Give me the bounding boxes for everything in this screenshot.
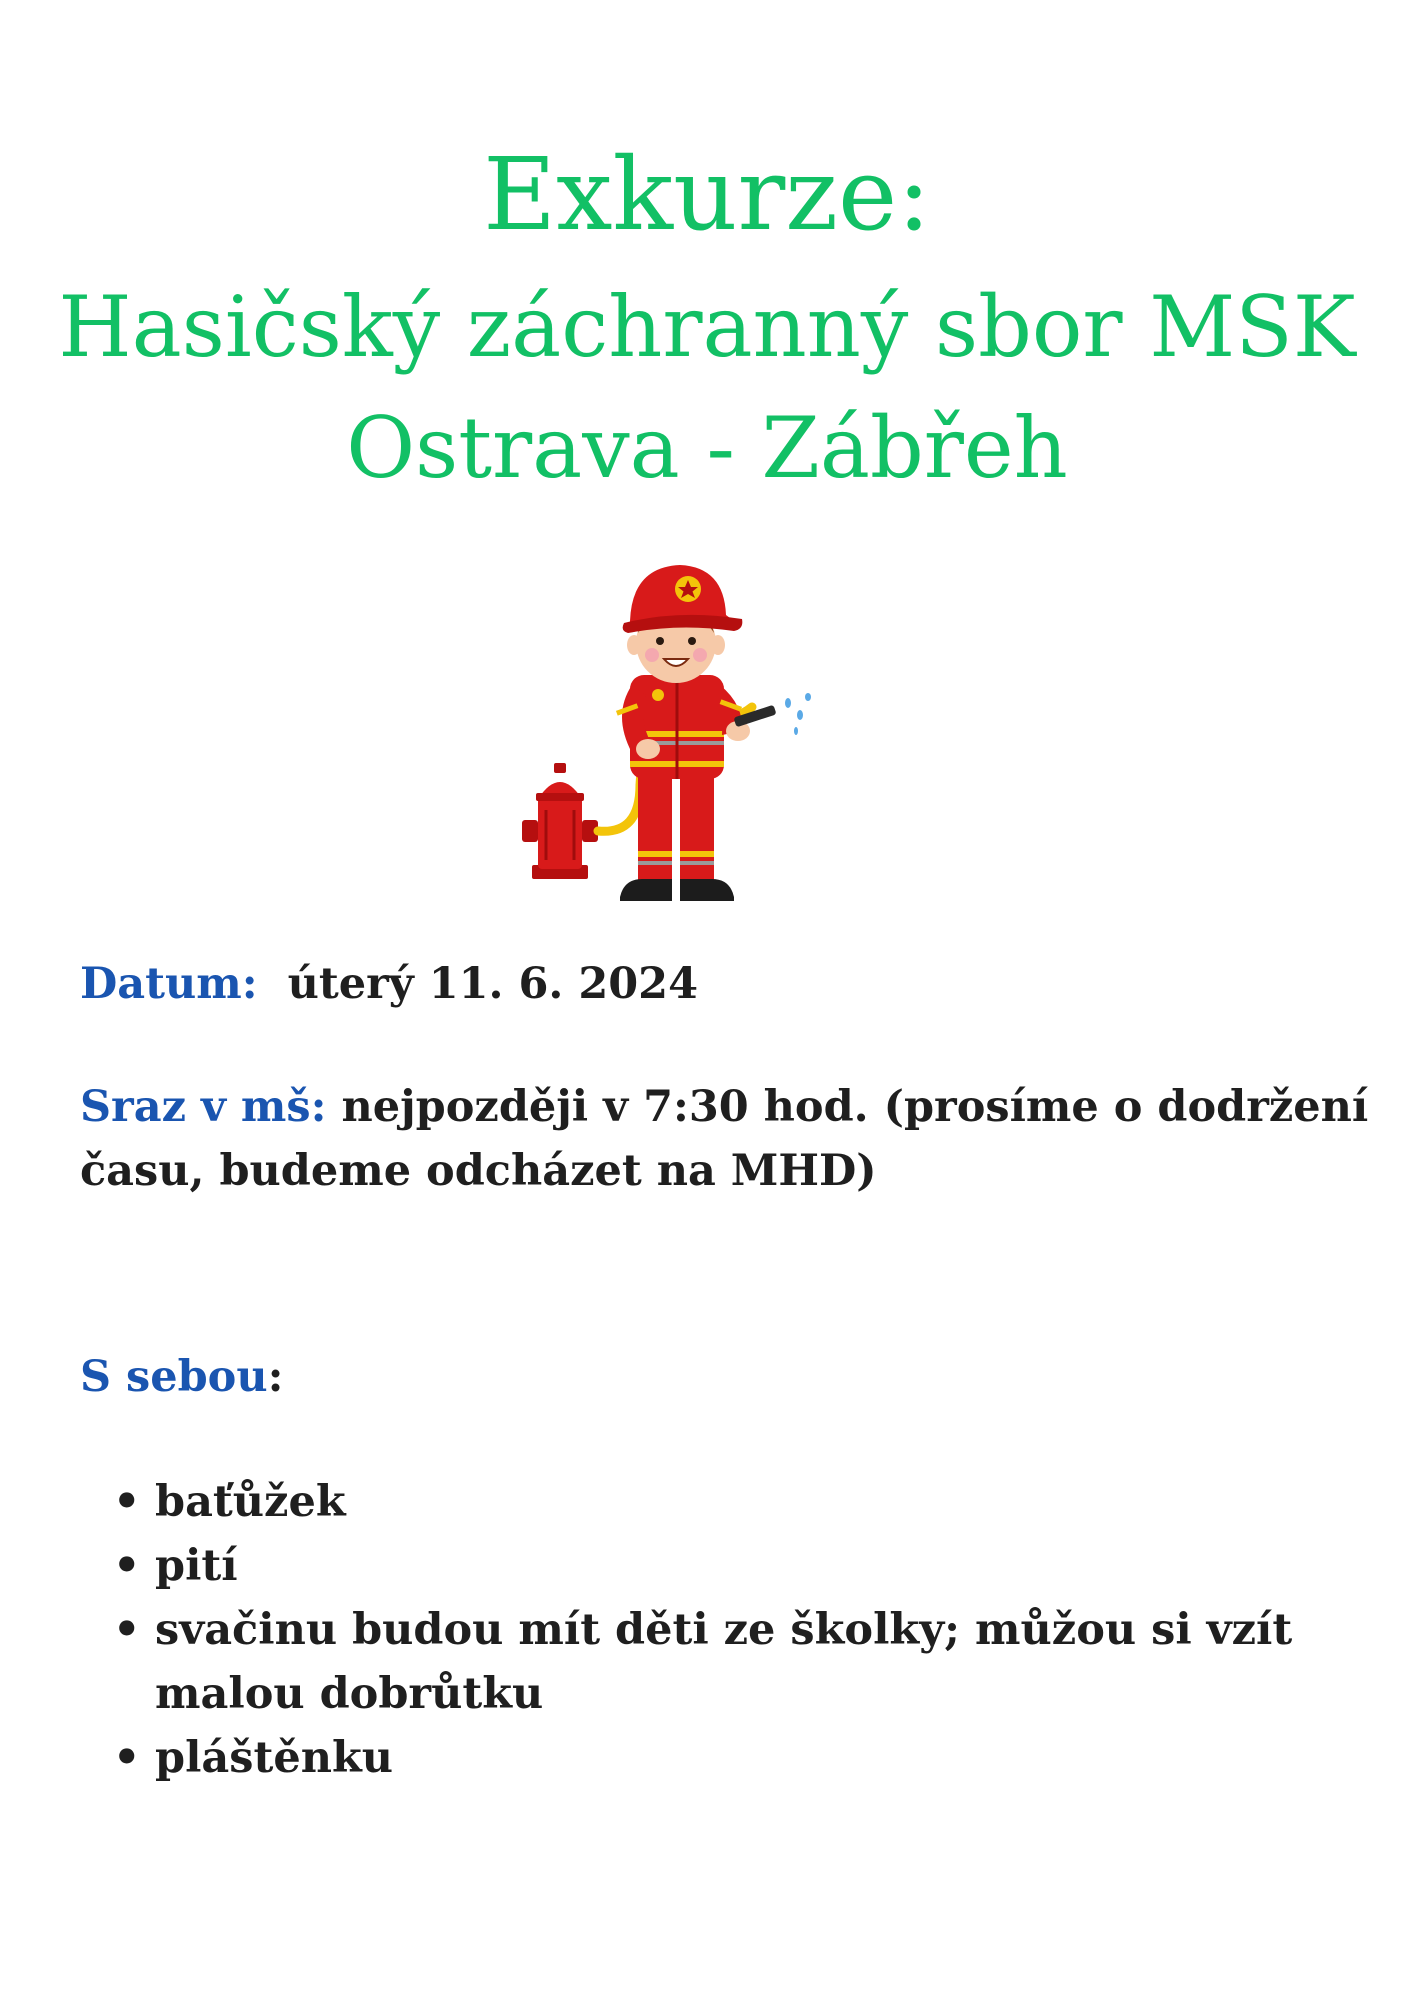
firefighter-illustration-icon bbox=[520, 535, 820, 915]
list-item-text: baťůžek bbox=[155, 1477, 346, 1527]
bullet-icon: • bbox=[113, 1477, 141, 1527]
bullet-icon: • bbox=[113, 1605, 141, 1655]
bring-heading bbox=[80, 1345, 1370, 1409]
bring-label: S sebou bbox=[80, 1352, 268, 1402]
date-label: Datum: bbox=[80, 959, 258, 1009]
list-item bbox=[80, 1470, 1370, 1534]
title-line-3: Ostrava - Zábřeh bbox=[346, 399, 1068, 497]
meet-line bbox=[80, 1075, 1370, 1203]
list-item-text: pláštěnku bbox=[155, 1733, 394, 1783]
meet-value: nejpozději v 7:30 hod. (prosíme o dodržení času, budeme odcházet na MHD) bbox=[80, 1082, 1369, 1196]
bullet-icon: • bbox=[113, 1733, 141, 1783]
fire-hydrant-icon bbox=[522, 763, 598, 879]
list-item bbox=[80, 1598, 1370, 1726]
bring-list bbox=[80, 1470, 1370, 1790]
date-value: úterý 11. 6. 2024 bbox=[287, 959, 699, 1009]
bring-colon: : bbox=[267, 1352, 284, 1402]
water-spray-icon bbox=[785, 693, 811, 735]
title-line-1: Exkurze: bbox=[483, 136, 931, 253]
helmet-icon bbox=[623, 565, 743, 633]
date-line bbox=[80, 952, 1370, 1016]
list-item bbox=[80, 1726, 1370, 1790]
meet-label: Sraz v mš: bbox=[80, 1082, 327, 1132]
list-item bbox=[80, 1534, 1370, 1598]
list-item-text: svačinu budou mít děti ze školky; můžou si vzít malou dobrůtku bbox=[155, 1605, 1293, 1719]
title-line-2: Hasičský záchranný sbor MSK bbox=[58, 278, 1356, 376]
list-item-text: pití bbox=[155, 1541, 238, 1591]
bullet-icon: • bbox=[113, 1541, 141, 1591]
